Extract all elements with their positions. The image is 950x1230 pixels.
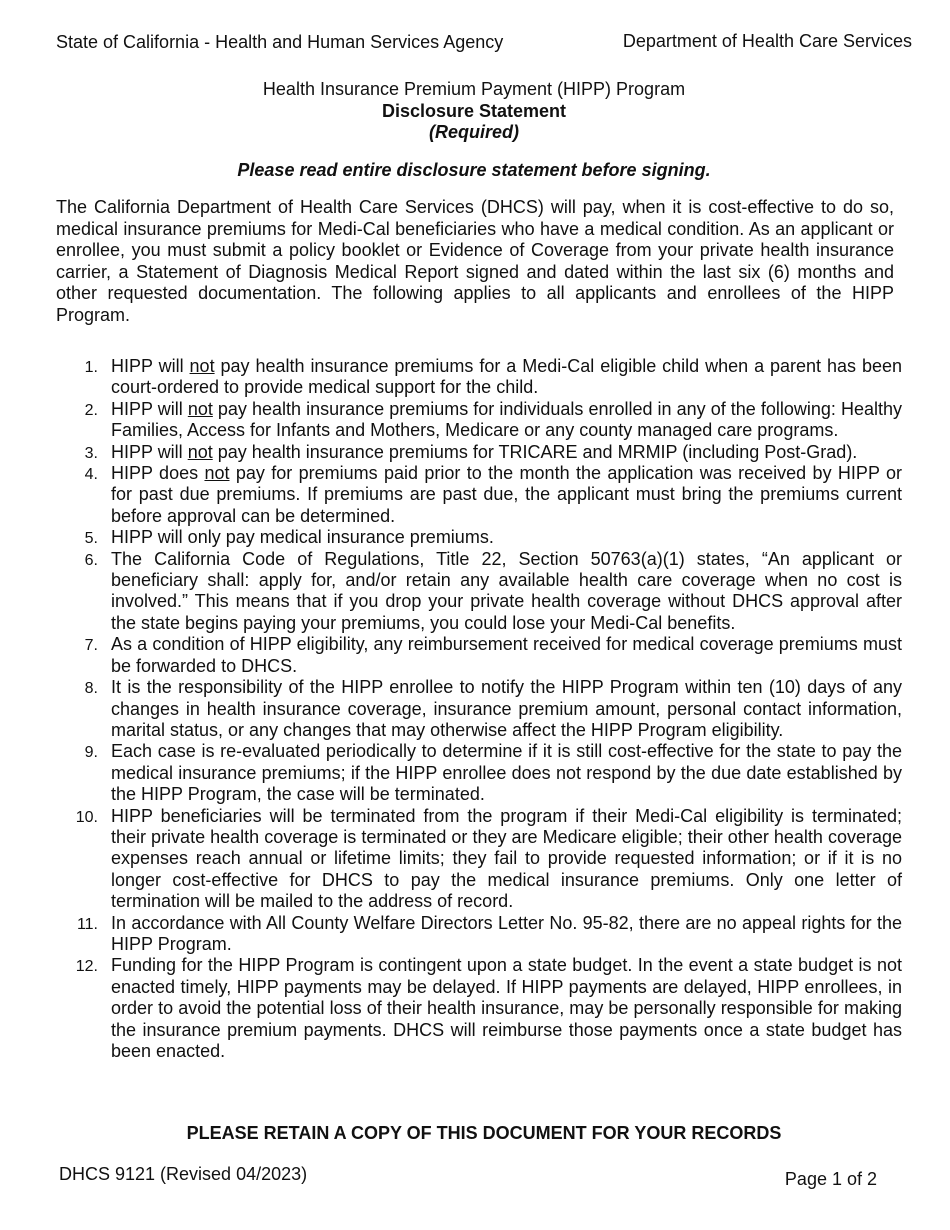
list-item-text: HIPP will [111, 356, 190, 376]
list-item [56, 634, 902, 677]
list-item-number: 8. [84, 680, 98, 698]
list-item-text: The California Code of Regulations, Title 22, Section 50763(a)(1) states, “An applicant or beneficiary shall: apply for, and/or retain any available health care coverage when no cost is involved.” This means that if you drop your private health coverage without DHCS approval after the state begins paying your premiums, you could lose your Medi-Cal benefits. [111, 548, 902, 633]
underlined-emphasis: not [204, 463, 230, 484]
list-item [56, 463, 902, 527]
title-block [0, 79, 948, 144]
disclosure-list [56, 356, 902, 1062]
list-item-text: It is the responsibility of the HIPP enrollee to notify the HIPP Program within ten (10) days of any changes in health insurance coverage, insurance premium amount, personal contact information, marital status, or any changes that may otherwise affect the HIPP Program eligibility. [111, 677, 902, 740]
list-item-text: As a condition of HIPP eligibility, any reimbursement received for medical coverage premiums must be forwarded to DHCS. [111, 634, 902, 676]
list-item-number: 9. [84, 744, 98, 762]
list-item [56, 356, 902, 399]
list-item-text: HIPP will [111, 441, 188, 462]
list-item [56, 442, 902, 463]
list-item-text-continued: pay health insurance premiums for TRICARE and MRMIP (including Post-Grad). [212, 441, 858, 462]
list-item-number: 1. [84, 359, 98, 376]
list-item-text-continued: pay health insurance premiums for individuals enrolled in any of the following: Healthy Families, Access for Infants and Mothers, Medicare or any county managed care programs. [111, 398, 902, 441]
list-item-number: 5. [84, 530, 98, 548]
list-item-number: 11. [76, 915, 98, 933]
list-item-text: HIPP will [111, 398, 188, 419]
required-label: (Required) [429, 122, 519, 142]
intro-paragraph: The California Department of Health Care Services (DHCS) will pay, when it is cost-effective to do so, medical insurance premiums for Medi-Cal beneficiaries who have a medical condition. As an applicant or enrollee, you must submit a policy booklet or Evidence of Coverage from your private health insurance carrier, a Statement of Diagnosis Medical Report signed and dated within the last six (6) months and other requested documentation. The following applies to all applicants and enrollees of the HIPP Program. [56, 197, 894, 325]
list-item-number: 2. [84, 401, 98, 419]
list-item-text: HIPP beneficiaries will be terminated from the program if their Medi-Cal eligibility is terminated; their private health coverage is terminated or they are Medicare eligible; their other health coverage expenses reach annual or lifetime limits; they fail to provide requested information; or if it is no longer cost-effective for DHCS to pay the medical insurance premiums. Only one letter of termination will be mailed to the address of record. [111, 805, 902, 912]
list-item-number: 10. [75, 808, 98, 826]
list-item-number: 6. [84, 551, 98, 569]
underlined-emphasis: not [187, 441, 213, 462]
document-heading: Disclosure Statement [381, 100, 567, 121]
list-item-text-continued: pay health insurance premiums for a Medi-Cal eligible child when a parent has been court-ordered to provide medical support for the child. [111, 356, 902, 398]
list-item-text-continued: pay for premiums paid prior to the month the application was received by HIPP or for past due premiums. If premiums are past due, the applicant must bring the premiums current before approval can be determined. [111, 463, 902, 526]
list-item-number: 3. [84, 444, 98, 462]
list-item-text: HIPP does [111, 463, 205, 484]
list-item-number: 4. [84, 466, 98, 484]
list-item [56, 399, 902, 442]
list-item [56, 549, 902, 635]
form-id: DHCS 9121 (Revised 04/2023) [59, 1164, 308, 1184]
underlined-emphasis: not [189, 356, 215, 376]
list-item-text: HIPP will only pay medical insurance premiums. [111, 527, 494, 548]
list-item [56, 955, 902, 1062]
list-item-number: 12. [75, 958, 98, 976]
list-item [56, 741, 902, 805]
underlined-emphasis: not [187, 398, 213, 419]
list-item-text: Funding for the HIPP Program is contingent upon a state budget. In the event a state budget is not enacted timely, HIPP payments may be delayed. If HIPP payments are delayed, HIPP enrollees, in order to avoid the potential loss of their health insurance, may be personally responsible for making the insurance premium payments. DHCS will reimburse those payments once a state budget has been enacted. [111, 955, 902, 1061]
list-item-text: In accordance with All County Welfare Directors Letter No. 95-82, there are no appeal rights for the HIPP Program. [111, 912, 902, 954]
read-before-signing-note: Please read entire disclosure statement before signing. [237, 160, 711, 180]
list-item-number: 7. [84, 637, 98, 655]
program-title: Health Insurance Premium Payment (HIPP) Program [262, 79, 686, 99]
list-item [56, 913, 902, 956]
agency-header: State of California - Health and Human Services Agency [56, 32, 504, 52]
department-header: Department of Health Care Services [622, 31, 912, 51]
page-number: Page 1 of 2 [784, 1169, 877, 1189]
list-item-text: Each case is re-evaluated periodically to determine if it is still cost-effective for the state to pay the medical insurance premiums; if the HIPP enrollee does not respond by the due date established by the HIPP Program, the case will be terminated. [111, 741, 902, 805]
list-item [56, 527, 902, 548]
retain-copy-note: PLEASE RETAIN A COPY OF THIS DOCUMENT FOR YOUR RECORDS [186, 1123, 782, 1143]
list-item [56, 677, 902, 741]
list-item [56, 806, 902, 913]
